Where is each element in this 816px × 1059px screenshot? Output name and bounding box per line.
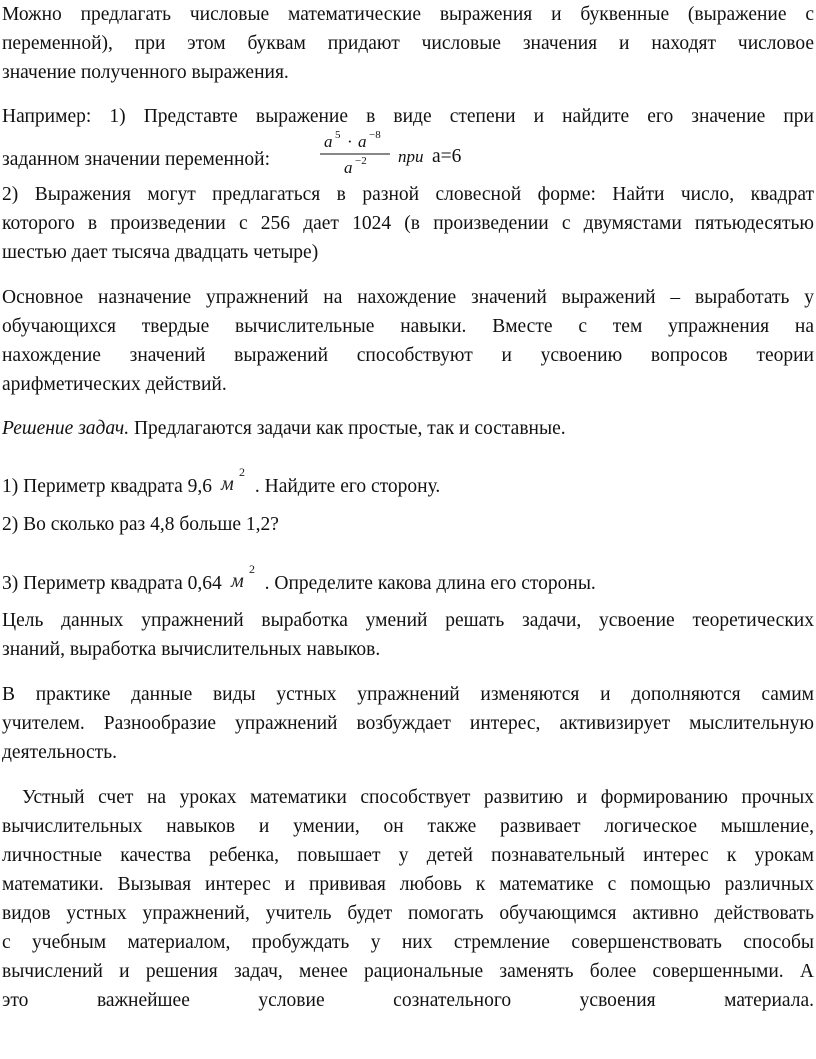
text-line: нахождение значений выражений способствуют и усвоению вопросов теории	[2, 345, 814, 366]
text-line: Устный счет на уроках математики способствует развитию и формированию прочных	[22, 787, 814, 808]
text-line: математики. Вызывая интерес и прививая любовь к математике с помощью различных	[2, 874, 814, 895]
svg-text:2: 2	[238, 466, 245, 479]
tasks-intro: Предлагаются задачи как простые, так и составные.	[129, 418, 566, 439]
task-2	[2, 510, 814, 539]
task-1-text: 1) Периметр квадрата 9,6	[2, 476, 217, 497]
text-line: это важнейшее условие сознательного усвоения материала.	[2, 990, 814, 1011]
task-2-text: 2) Во сколько раз 4,8 больше 1,2?	[2, 514, 279, 535]
text-line: В практике данные виды устных упражнений изменяются и дополняются самим	[2, 684, 814, 705]
text-line: Можно предлагать числовые математические выражения и буквенные (выражение с	[2, 4, 814, 25]
text-line: переменной), при этом буквам придают числовые значения и находят числовое	[2, 33, 814, 54]
formula-num-exp2: −8	[369, 129, 381, 141]
text-line: арифметических действий.	[2, 374, 227, 395]
task-3-rest: . Определите какова длина его стороны.	[264, 573, 596, 594]
text-line: учителем. Разнообразие упражнений возбуждает интерес, активизирует мыслительную	[2, 713, 814, 734]
formula-num-exp1: 5	[335, 129, 341, 141]
unit-m2-icon	[217, 466, 255, 494]
text-line: Например: 1) Представте выражение в виде степени и найдите его значение при	[2, 106, 814, 127]
text-line: деятельность.	[2, 742, 117, 763]
task-1	[2, 466, 814, 501]
formula-num-base2: a	[358, 132, 367, 151]
text-line: вычислительных навыков и умении, он также развивает логическое мышление,	[2, 816, 814, 837]
formula-dot: ·	[347, 132, 353, 151]
formula-den-exp: −2	[355, 155, 367, 167]
paragraph-intro	[2, 0, 814, 87]
task-1-rest: . Найдите его сторону.	[254, 476, 441, 497]
paragraph-mental-counting	[2, 783, 814, 1015]
text-line: значение полученного выражения.	[2, 62, 289, 83]
text-line: шестью дает тысяча двадцать четыре)	[2, 242, 319, 263]
text-line: вычислений и решения задач, менее рациональные заменять более совершенными. А	[2, 961, 814, 982]
formula-value: a=6	[432, 146, 462, 167]
paragraph-goal	[2, 606, 814, 664]
text-line: с учебным материалом, пробуждать у них стремление совершенствовать способы	[2, 932, 814, 953]
text-line: Основное назначение упражнений на нахождение значений выражений – выработать у	[2, 287, 814, 308]
formula-den-base: a	[344, 158, 353, 177]
paragraph-word-forms	[2, 180, 814, 267]
text-line: знаний, выработка вычислительных навыков.	[2, 639, 381, 660]
svg-text:м: м	[230, 570, 244, 591]
tasks-heading: Решение задач.	[2, 418, 130, 439]
svg-text:м: м	[220, 473, 234, 494]
text-line: которого в произведении с 256 дает 1024 (в произведении с двумястами пятьюдесятью	[2, 213, 814, 234]
text-line: видов устных упражнений, учитель будет помогать обучающимся активно действовать	[2, 903, 814, 924]
paragraph-practice	[2, 680, 814, 767]
task-3-text: 3) Периметр квадрата 0,64	[2, 573, 227, 594]
paragraph-purpose	[2, 283, 814, 399]
formula-num-base1: a	[324, 132, 333, 151]
formula-condition: при	[398, 147, 424, 166]
text-line: заданном значении переменной:	[2, 149, 271, 170]
paragraph-tasks-heading	[2, 414, 814, 443]
fraction-formula	[318, 128, 508, 178]
text-line: личностные качества ребенка, повышает у детей познавательный интерес к урокам	[2, 845, 814, 866]
text-line: 2) Выражения могут предлагаться в разной словесной форме: Найти число, квадрат	[2, 184, 814, 205]
text-line: Цель данных упражнений выработка умений решать задачи, усвоение теоретических	[2, 610, 814, 631]
svg-text:2: 2	[248, 563, 255, 576]
unit-m2-icon	[227, 563, 265, 591]
text-line: обучающихся твердые вычислительные навыки. Вместе с тем упражнения на	[2, 316, 814, 337]
task-3	[2, 563, 814, 598]
